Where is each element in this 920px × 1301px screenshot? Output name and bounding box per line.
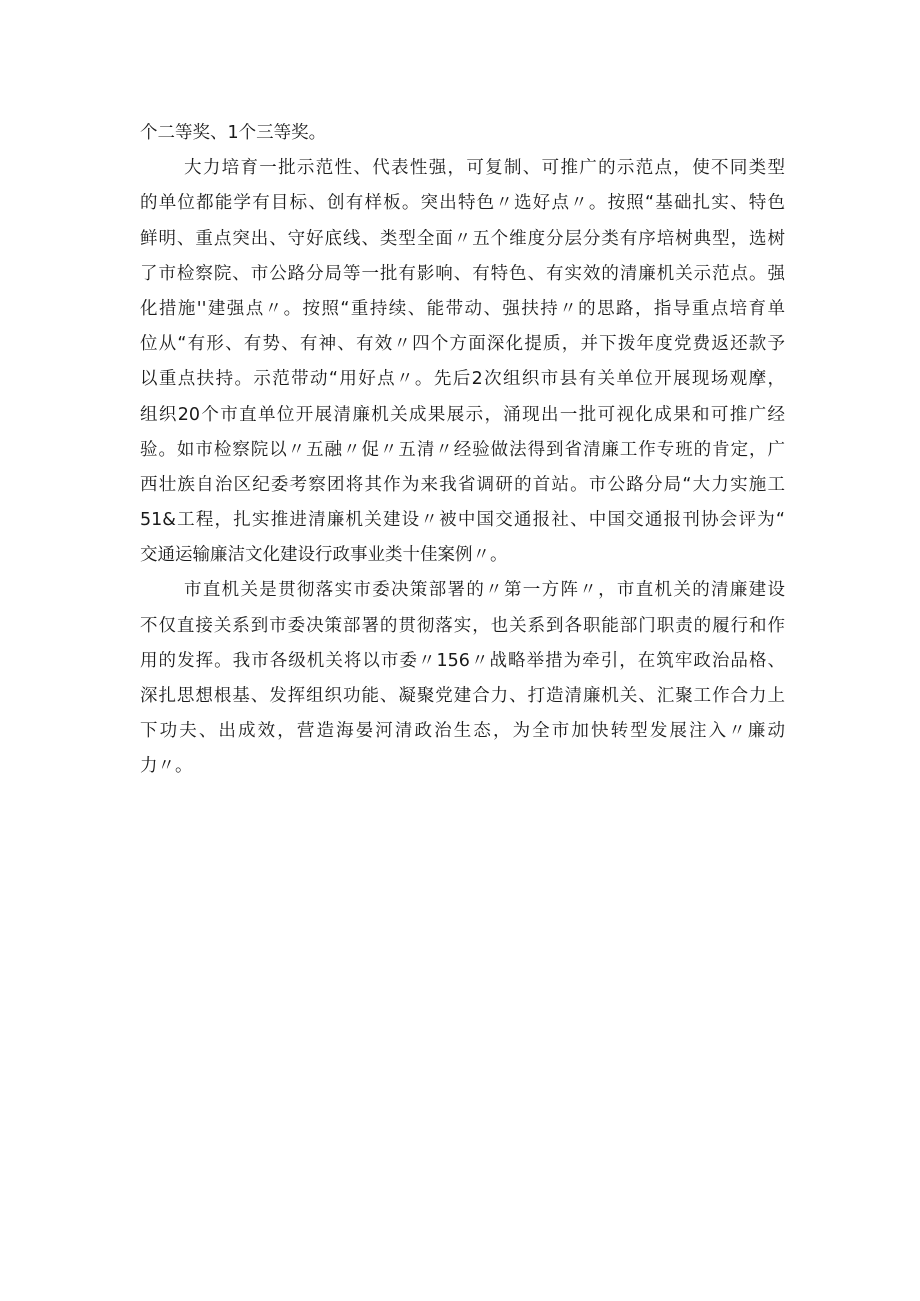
text-line: 交通运输廉洁文化建设行政事业类十佳案例〃。 [140, 545, 508, 566]
text-line: 组织20个市直单位开展清廉机关成果展示，涌现出一批可视化成果和可推广经 [140, 404, 785, 425]
text-line: 个二等奖、1个三等奖。 [140, 123, 327, 143]
text-line: 力〃。 [140, 756, 193, 777]
document-body [140, 116, 785, 785]
text-line: 下功夫、出成效，营造海晏河清政治生态，为全市加快转型发展注入〃廉动 [140, 721, 785, 742]
paragraph [140, 573, 785, 784]
text-line: 用的发挥。我市各级机关将以市委〃156〃战略举措为牵引，在筑牢政治品格、 [140, 650, 785, 671]
text-line: 鲜明、重点突出、守好底线、类型全面〃五个维度分层分类有序培树典型，选树 [140, 228, 785, 249]
text-line: 51&工程，扎实推进清廉机关建设〃被中国交通报社、中国交通报刊协会评为“ [140, 510, 785, 531]
text-line: 化措施''建强点〃。按照“重持续、能带动、强扶持〃的思路，指导重点培育单 [140, 298, 785, 319]
text-line: 市直机关是贯彻落实市委决策部署的〃第一方阵〃，市直机关的清廉建设 [184, 580, 785, 601]
text-line: 以重点扶持。示范带动“用好点〃。先后2次组织市县有关单位开展现场观摩， [140, 369, 785, 390]
text-line: 的单位都能学有目标、创有样板。突出特色〃选好点〃。按照“基础扎实、特色 [140, 193, 785, 214]
paragraph [140, 116, 785, 151]
text-line: 了市检察院、市公路分局等一批有影响、有特色、有实效的清廉机关示范点。强 [140, 263, 785, 284]
text-line: 验。如市检察院以〃五融〃促〃五清〃经验做法得到省清廉工作专班的肯定，广 [140, 439, 785, 460]
paragraph [140, 151, 785, 573]
text-line: 大力培育一批示范性、代表性强，可复制、可推广的示范点，使不同类型 [184, 158, 785, 179]
text-line: 不仅直接关系到市委决策部署的贯彻落实，也关系到各职能部门职责的履行和作 [140, 615, 785, 636]
text-line: 位从“有形、有势、有神、有效〃四个方面深化提质，并下拨年度党费返还款予 [140, 334, 785, 355]
text-line: 深扎思想根基、发挥组织功能、凝聚党建合力、打造清廉机关、汇聚工作合力上 [140, 686, 785, 706]
text-line: 西壮族自治区纪委考察团将其作为来我省调研的首站。市公路分局“大力实施工 [140, 474, 785, 495]
